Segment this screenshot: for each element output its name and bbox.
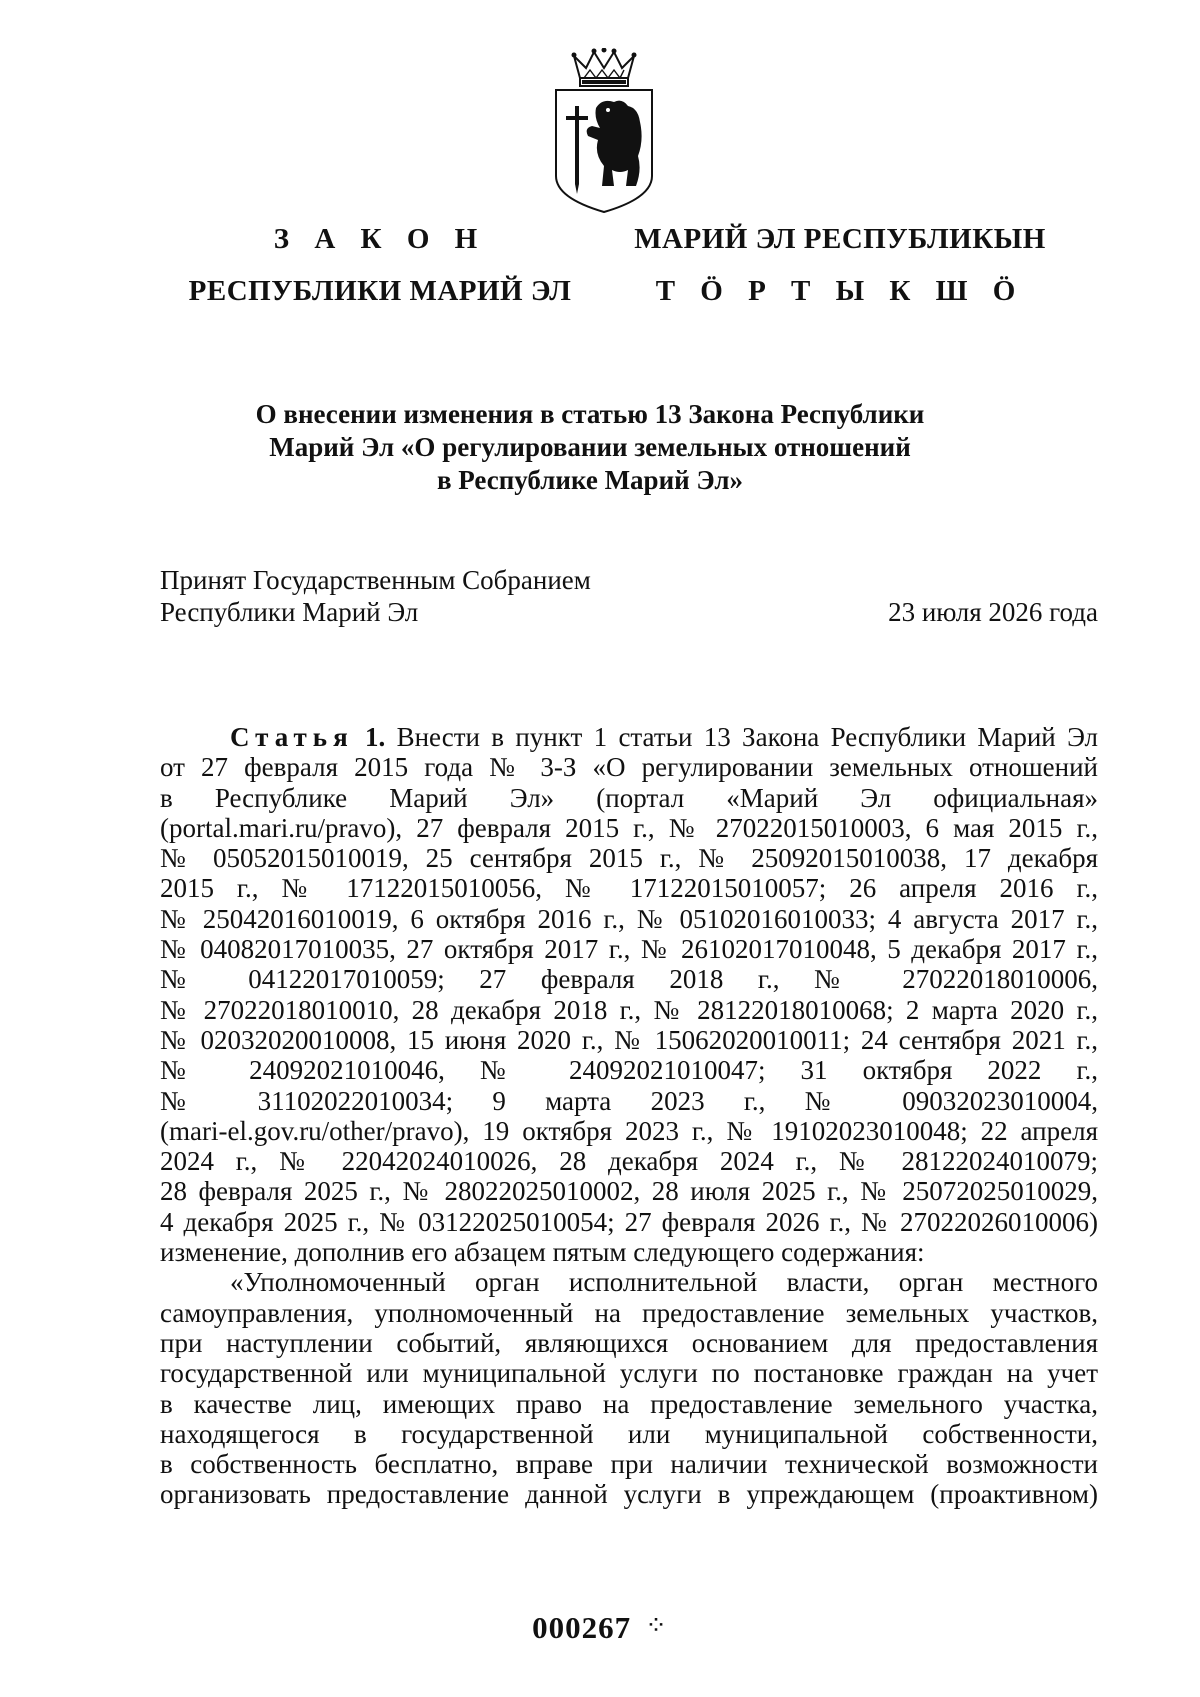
quote-line: «Уполномоченный орган исполнительной власти, орган местного xyxy=(230,1267,1098,1298)
article-number: 1. xyxy=(365,722,386,752)
quote-line: самоуправления, уполномоченный на предоставление земельных участков, xyxy=(160,1297,1098,1328)
article-line: № 24092021010046, № 24092021010047; 31 октября 2022 г., xyxy=(160,1055,1098,1086)
page-code-number: 000267 xyxy=(532,1610,632,1645)
document-title xyxy=(150,398,1030,497)
title-line: Марий Эл «О регулировании земельных отношений xyxy=(269,432,911,462)
dot-mark-icon: ⁘ xyxy=(645,1611,668,1640)
article-line: № 31102022010034; 9 марта 2023 г., № 09032023010004, xyxy=(160,1085,1098,1116)
quote-line: государственной или муниципальной услуги по постановке граждан на учет xyxy=(160,1358,1098,1389)
quote-line: в качестве лиц, имеющих право на предоставление земельного участка, xyxy=(160,1388,1098,1419)
title-line: О внесении изменения в статью 13 Закона Республики xyxy=(255,399,925,429)
quote-line: в собственность бесплатно, вправе при наличии технической возможности xyxy=(160,1449,1098,1480)
header-zakon: З А К О Н xyxy=(273,223,487,255)
page-code xyxy=(0,1610,1200,1646)
article-line: 4 декабря 2025 г., № 03122025010054; 27 февраля 2026 г., № 27022026010006) xyxy=(160,1206,1098,1237)
article-line: № 04122017010059; 27 февраля 2018 г., № 27022018010006, xyxy=(160,964,1098,995)
quote-line: находящегося в государственной или муниципальной собственности, xyxy=(160,1418,1098,1449)
quote-line: организовать предоставление данной услуги в упреждающем (проактивном) xyxy=(160,1479,1098,1510)
adopted-line: Принят Государственным Собранием xyxy=(160,565,591,595)
article-line: в Республике Марий Эл» (портал «Марий Эл официальная» xyxy=(160,782,1098,813)
article-line: № 27022018010010, 28 декабря 2018 г., № 28122018010068; 2 марта 2020 г., xyxy=(160,994,1098,1025)
coat-of-arms-icon xyxy=(552,48,656,216)
header-republic-ru: РЕСПУБЛИКИ МАРИЙ ЭЛ xyxy=(188,275,572,307)
quote-line: при наступлении событий, являющихся основанием для предоставления xyxy=(160,1327,1098,1358)
article-line: № 02032020010008, 15 июня 2020 г., № 15062020010011; 24 сентября 2021 г., xyxy=(160,1024,1098,1055)
article-line: изменение, дополнив его абзацем пятым следующего содержания: xyxy=(160,1237,925,1268)
article-line: 2024 г., № 22042024010026, 28 декабря 2024 г., № 28122024010079; xyxy=(160,1146,1098,1177)
header-republic-mari: МАРИЙ ЭЛ РЕСПУБЛИКЫН xyxy=(634,223,1046,255)
header-zakon-mari: Т Ö Р Т Ы К Ш Ö xyxy=(655,275,1025,307)
article-line: № 04082017010035, 27 октября 2017 г., № 26102017010048, 5 декабря 2017 г., xyxy=(160,934,1098,965)
adopted-line: Республики Марий Эл xyxy=(160,597,419,627)
article-line: (portal.mari.ru/pravo), 27 февраля 2015 г., № 27022015010003, 6 мая 2015 г., xyxy=(160,812,1098,843)
article-line: № 25042016010019, 6 октября 2016 г., № 05102016010033; 4 августа 2017 г., xyxy=(160,903,1098,934)
article-line: Внести в пункт 1 статьи 13 Закона Республики Марий Эл xyxy=(396,722,1098,752)
article-line: (mari-el.gov.ru/other/pravo), 19 октября 2023 г., № 19102023010048; 22 апреля xyxy=(160,1115,1098,1146)
article-first-line xyxy=(160,722,1098,752)
article-line: № 05052015010019, 25 сентября 2015 г., № 25092015010038, 17 декабря xyxy=(160,843,1098,874)
title-line: в Республике Марий Эл» xyxy=(436,465,744,495)
adoption-date: 23 июля 2026 года xyxy=(888,597,1098,627)
adopted-by xyxy=(160,564,591,628)
article-body xyxy=(160,722,1098,1510)
article-line: от 27 февраля 2015 года № 3-З «О регулировании земельных отношений xyxy=(160,752,1098,783)
article-label: Статья xyxy=(230,722,354,752)
article-line: 2015 г., № 17122015010056, № 17122015010057; 26 апреля 2016 г., xyxy=(160,873,1098,904)
article-line: 28 февраля 2025 г., № 28022025010002, 28 июля 2025 г., № 25072025010029, xyxy=(160,1176,1098,1207)
